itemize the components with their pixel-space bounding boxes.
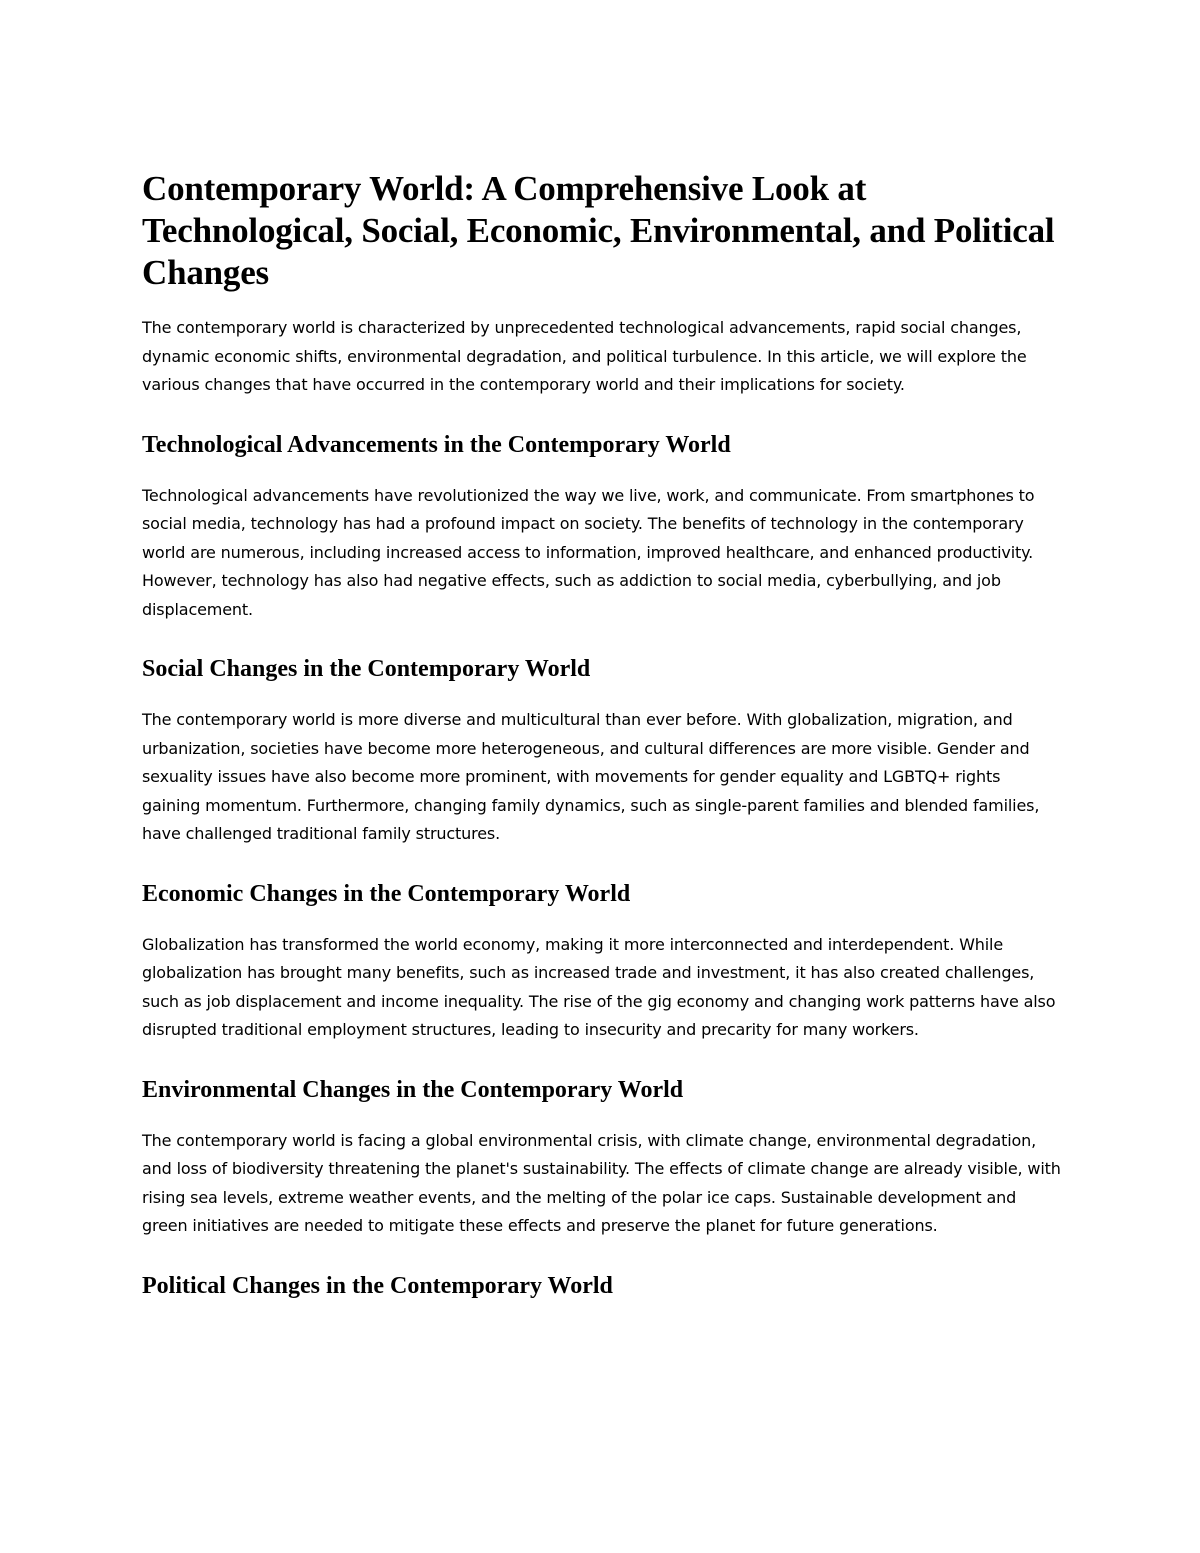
section-heading-economic: Economic Changes in the Contemporary World bbox=[142, 880, 631, 907]
section-heading-environmental: Environmental Changes in the Contemporary World bbox=[142, 1076, 684, 1103]
intro-paragraph: The contemporary world is characterized by unprecedented technological advancements, rapid social changes, dynamic economic shifts, environmental degradation, and political turbulence. In this article, we will explore the various changes that have occurred in the contemporary world and their implications for society. bbox=[142, 318, 1027, 394]
section-body-technological: Technological advancements have revolutionized the way we live, work, and communicate. From smartphones to social media, technology has had a profound impact on society. The benefits of technology in the contemporary world are numerous, including increased access to information, improved healthcare, and enhanced productivity. However, technology has also had negative effects, such as addiction to social media, cyberbullying, and job displacement. bbox=[142, 485, 1035, 619]
section-heading-social: Social Changes in the Contemporary World bbox=[142, 656, 591, 682]
section-body-social: The contemporary world is more diverse and multicultural than ever before. With globalization, migration, and urbanization, societies have become more heterogeneous, and cultural differences are more visible. Gender and sexuality issues have also become more prominent, with movements for gender equality and LGBTQ+ rights gaining momentum. Furthermore, changing family dynamics, such as single-parent families and blended families, have challenged traditional family structures. bbox=[142, 710, 1040, 843]
document-title: Contemporary World: A Comprehensive Look at Technological, Social, Economic, Environmental, and Political Changes bbox=[142, 169, 1055, 292]
section-body-economic: Globalization has transformed the world economy, making it more interconnected and interdependent. While globalization has brought many benefits, such as increased trade and investment, it has also created challenges, such as job displacement and income inequality. The rise of the gig economy and changing work patterns have also disrupted traditional employment structures, leading to insecurity and precarity for many workers. bbox=[142, 934, 1056, 1039]
section-heading-technological: Technological Advancements in the Contemporary World bbox=[142, 431, 731, 458]
document-page bbox=[142, 168, 1062, 1323]
section-heading-political: Political Changes in the Contemporary World bbox=[142, 1272, 613, 1299]
section-body-environmental: The contemporary world is facing a global environmental crisis, with climate change, environmental degradation, and loss of biodiversity threatening the planet's sustainability. The effects of climate change are already visible, with rising sea levels, extreme weather events, and the melting of the polar ice caps. Sustainable development and green initiatives are needed to mitigate these effects and preserve the planet for future generations. bbox=[142, 1130, 1061, 1235]
